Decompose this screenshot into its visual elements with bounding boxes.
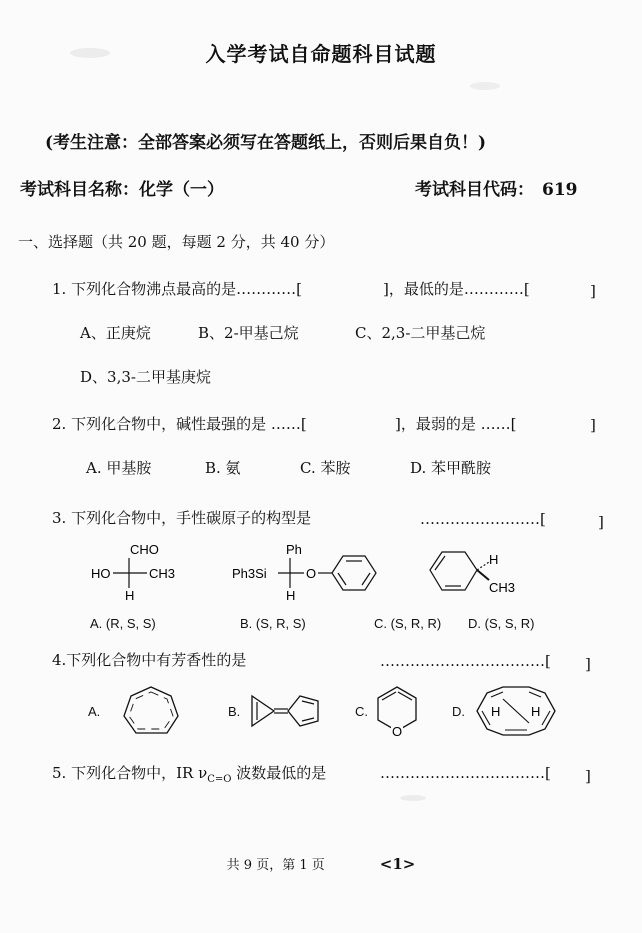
q1-option-a: A、正庚烷 [80,324,151,342]
q1-option-b: B、2-甲基己烷 [198,324,299,342]
q3a-left: HO [91,566,111,581]
section-title: 一、选择题（共 20 题，每题 2 分，共 40 分） [18,233,335,251]
scan-noise [400,795,426,801]
q3b-left: Ph3Si [232,566,267,581]
q5-end: ] [585,767,591,785]
scan-noise [470,82,500,90]
page-title: 入学考试自命题科目试题 [205,42,437,66]
q2-end: ] [590,416,596,434]
subject-name: 考试科目名称：化学（一） [20,180,224,200]
q4-option-a: A. [88,704,101,719]
q3-dots: ……………………[ [420,510,546,528]
q3-option-d: D. (S, S, R) [468,616,535,631]
q4-end: ] [585,655,591,673]
q2-stem: 2. 下列化合物中，碱性最强的是 ……[ [52,415,307,433]
q5-stem-a: 5. 下列化合物中，IR ν [52,764,208,782]
q5-dots: ……………………………[ [380,764,551,782]
q3b-oxygen: O [306,566,317,581]
q4-option-d: D. [452,704,465,719]
q3-molecule-b [230,540,390,610]
q3b-top: Ph [286,542,302,557]
page-footer [0,854,642,873]
page-mark: <1> [379,855,416,873]
q1-option-d: D、3,3-二甲基庚烷 [80,368,211,386]
subject-code-label: 考试科目代码： [415,180,534,200]
q4-option-c: C. [355,704,368,719]
q3c-h: H [489,552,499,567]
q4-dots: ……………………………[ [380,652,551,670]
q3-end: ] [598,513,604,531]
q3-stem: 3. 下列化合物中，手性碳原子的构型是 [52,509,312,527]
q2-option-c: C. 苯胺 [300,459,351,477]
q1-option-c: C、2,3-二甲基己烷 [355,324,486,342]
subject-code-value: 619 [542,180,578,200]
q3-molecule-c [425,540,535,610]
q4d-h1: H [491,704,501,719]
q5-stem [52,762,326,785]
q4-option-b: B. [228,704,241,719]
q3a-bottom: H [125,588,135,603]
q2-option-a: A. 甲基胺 [86,459,152,477]
q3-option-c: C. (S, R, R) [374,616,442,631]
q2-mid: ]，最弱的是 ……[ [395,415,517,433]
q4-molecule-a [120,683,182,743]
q2-option-b: B. 氨 [205,459,241,477]
q3-molecule-a [85,540,195,610]
q4d-h2: H [531,704,541,719]
notice-text: (考生注意：全部答案必须写在答题纸上，否则后果自负！) [45,133,487,153]
q4-stem: 4.下列化合物中有芳香性的是 [52,651,247,669]
q2-option-d: D. 苯甲酰胺 [410,459,492,477]
page-counter: 共 9 页，第 1 页 [226,858,325,873]
q3b-bottom: H [286,588,296,603]
subject-code [415,175,578,200]
q5-sub: C=O [207,774,232,785]
q3-option-a: A. (R, S, S) [90,616,156,631]
q4c-oxygen: O [392,724,403,739]
q3c-me: CH3 [489,580,516,595]
q1-end: ] [590,282,596,300]
q1-stem: 1. 下列化合物沸点最高的是…………[ [52,280,302,298]
q5-stem-b: 波数最低的是 [231,764,327,782]
q4-molecule-b [248,690,328,734]
q3a-top: CHO [130,542,159,557]
q4-molecule-d [473,683,559,743]
q3-option-b: B. (S, R, S) [240,616,306,631]
q4-molecule-c [372,683,422,743]
q3a-right: CH3 [149,566,176,581]
q1-mid: ]，最低的是…………[ [383,280,530,298]
